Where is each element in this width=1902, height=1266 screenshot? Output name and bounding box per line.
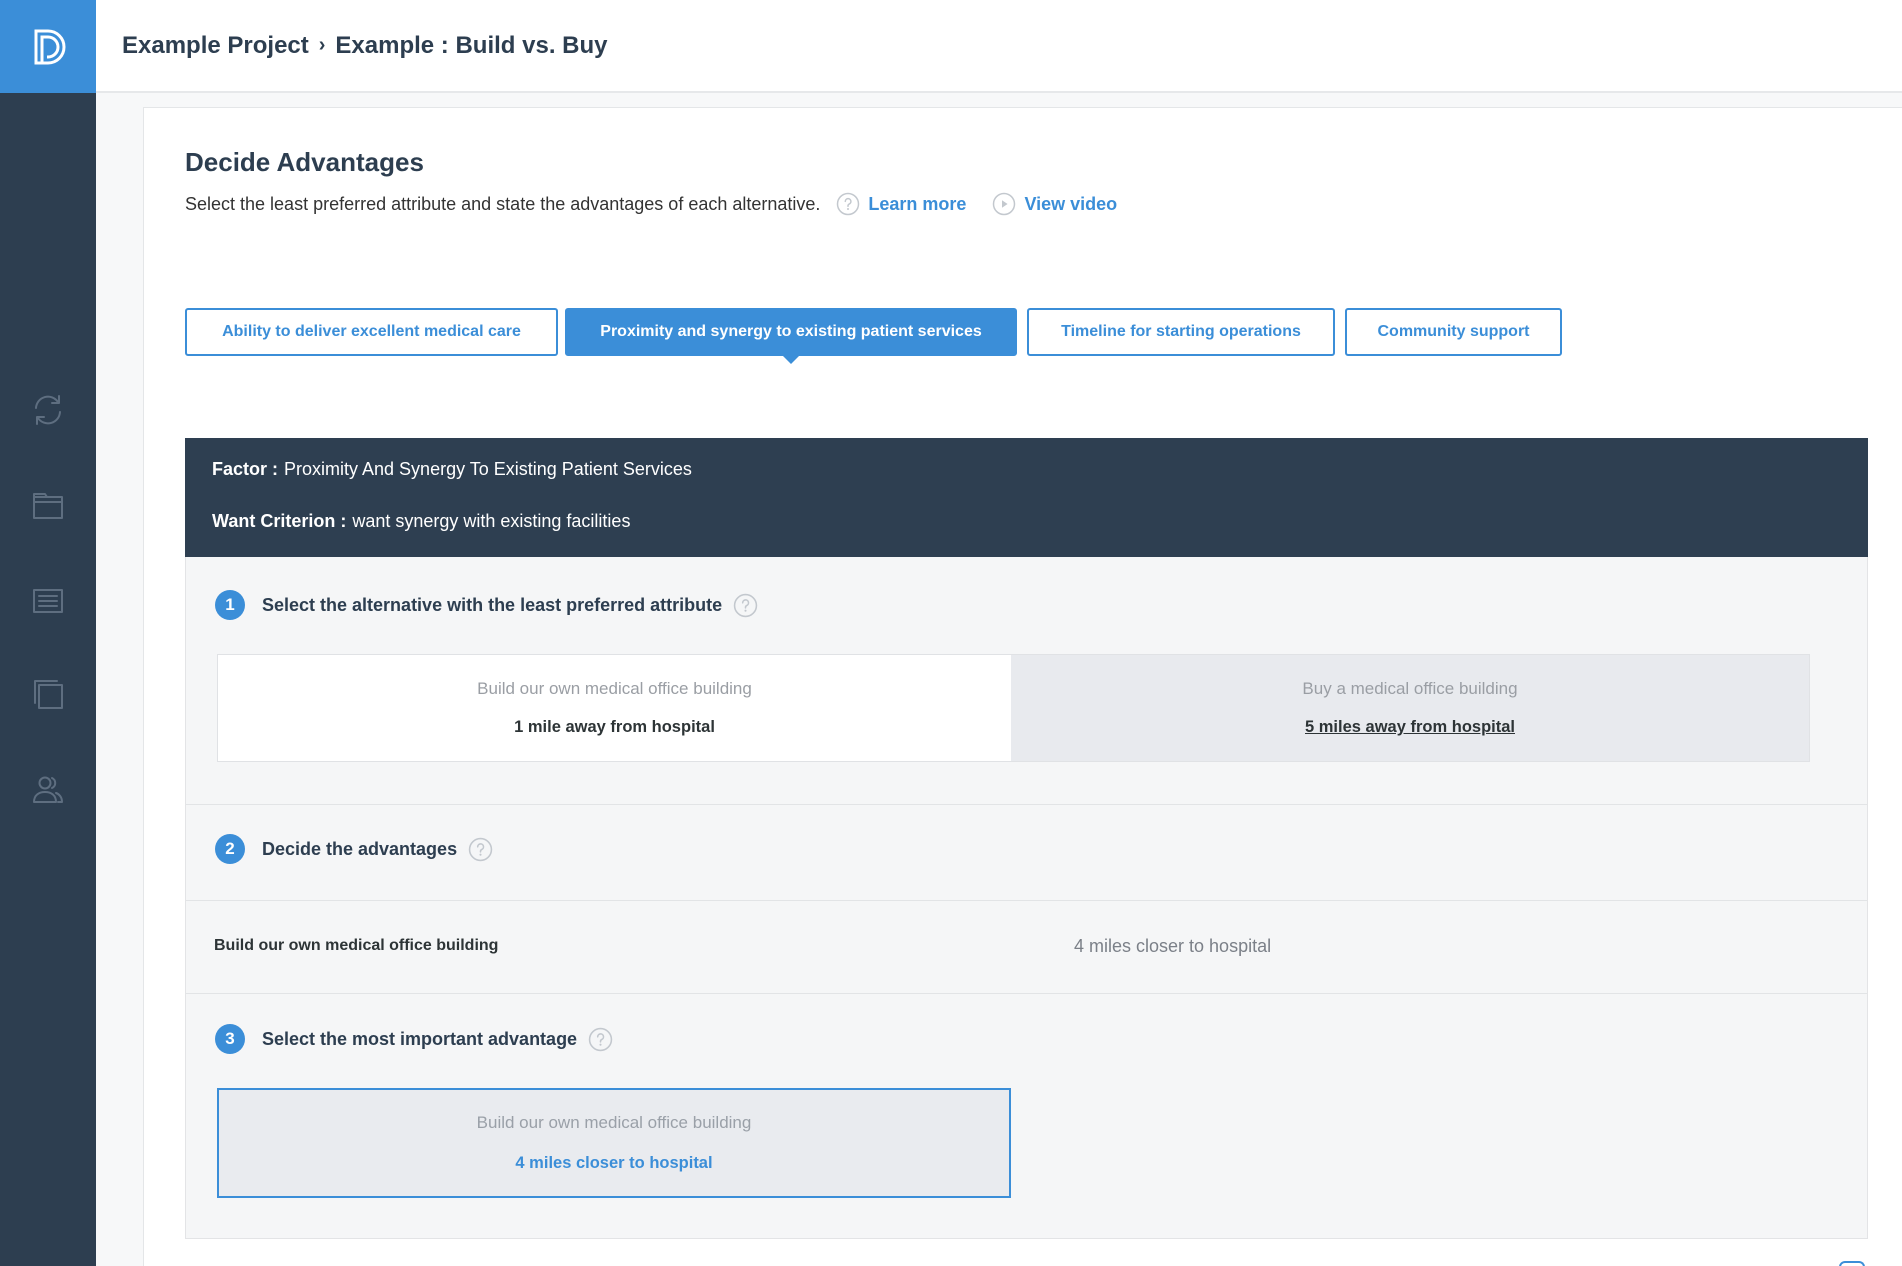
criterion-value: want synergy with existing facilities <box>352 511 631 531</box>
tab-proximity-synergy[interactable]: Proximity and synergy to existing patient services <box>565 308 1017 356</box>
step-title: Select the alternative with the least preferred attribute <box>262 594 723 615</box>
sync-icon <box>29 391 67 429</box>
most-important-advantage-option[interactable] <box>217 1088 1011 1198</box>
divider <box>186 993 1867 994</box>
step-number-badge: 3 <box>215 1024 245 1054</box>
step-3-header <box>215 1024 613 1054</box>
view-video-label: View video <box>1024 193 1118 214</box>
view-video-link[interactable] <box>992 192 1117 216</box>
divider <box>186 804 1867 805</box>
top-header <box>96 0 1902 93</box>
logo[interactable] <box>0 0 96 93</box>
step-3-help-button[interactable] <box>588 1027 613 1052</box>
factor-label: Factor : <box>212 459 279 479</box>
advantage-alternative-name: Build our own medical office building <box>214 937 499 954</box>
help-circle-icon <box>588 1027 613 1052</box>
folder-icon <box>29 487 67 525</box>
factor-tabs <box>185 308 1562 356</box>
tab-community-support[interactable]: Community support <box>1345 308 1562 356</box>
logo-icon <box>28 26 68 68</box>
help-circle-icon <box>836 192 860 216</box>
divider <box>186 900 1867 901</box>
sidebar-item-copy[interactable] <box>29 675 67 713</box>
list-icon <box>29 582 67 620</box>
breadcrumb <box>122 0 608 91</box>
sidebar-item-folder[interactable] <box>29 487 67 525</box>
step-title: Select the most important advantage <box>262 1028 578 1049</box>
tab-timeline[interactable]: Timeline for starting operations <box>1027 308 1335 356</box>
page-subtitle: Select the least preferred attribute and state the advantages of each alternative. <box>185 193 821 214</box>
play-circle-icon <box>992 192 1016 216</box>
advantage-alternative-name: Build our own medical office building <box>476 1113 752 1132</box>
step-1-help-button[interactable] <box>733 593 758 618</box>
help-widget-button[interactable] <box>1839 1261 1865 1266</box>
copy-icon <box>29 675 67 713</box>
factor-panel <box>185 438 1868 557</box>
steps-section <box>185 557 1868 1239</box>
page-title: Decide Advantages <box>185 147 424 177</box>
breadcrumb-project[interactable]: Example Project <box>122 31 309 59</box>
help-circle-icon <box>733 593 758 618</box>
step-number-badge: 1 <box>215 590 245 620</box>
criterion-label: Want Criterion : <box>212 511 347 531</box>
step-title: Decide the advantages <box>262 838 458 859</box>
subtitle-row <box>185 190 1117 218</box>
criterion-line <box>212 510 630 532</box>
sidebar-item-sync[interactable] <box>29 391 67 429</box>
alternative-name: Build our own medical office building <box>477 679 752 698</box>
step-2-help-button[interactable] <box>468 837 493 862</box>
learn-more-link[interactable] <box>836 192 966 216</box>
factor-value: Proximity And Synergy To Existing Patient Services <box>284 459 692 479</box>
learn-more-label: Learn more <box>868 193 967 214</box>
main-card <box>143 107 1902 1266</box>
alternative-attribute: 1 mile away from hospital <box>514 718 715 736</box>
help-circle-icon <box>468 837 493 862</box>
sidebar <box>0 0 96 1266</box>
factor-line <box>212 458 692 480</box>
users-icon <box>29 771 67 809</box>
advantage-text: 4 miles closer to hospital <box>515 1154 713 1172</box>
sidebar-item-list[interactable] <box>29 582 67 620</box>
breadcrumb-page: Example : Build vs. Buy <box>335 31 608 59</box>
alternative-name: Buy a medical office building <box>1302 679 1518 698</box>
alternative-attribute: 5 miles away from hospital <box>1305 718 1515 736</box>
sidebar-item-users[interactable] <box>29 771 67 809</box>
step-number-badge: 2 <box>215 834 245 864</box>
tab-medical-care[interactable]: Ability to deliver excellent medical care <box>185 308 558 356</box>
alternative-option-build[interactable] <box>218 655 1011 761</box>
alternative-option-buy[interactable] <box>1011 655 1809 761</box>
advantage-input[interactable]: 4 miles closer to hospital <box>1074 936 1272 956</box>
step-1-header <box>215 590 758 620</box>
breadcrumb-separator: › <box>318 34 326 56</box>
step-2-header <box>215 834 493 864</box>
alternatives-selector <box>217 654 1810 762</box>
